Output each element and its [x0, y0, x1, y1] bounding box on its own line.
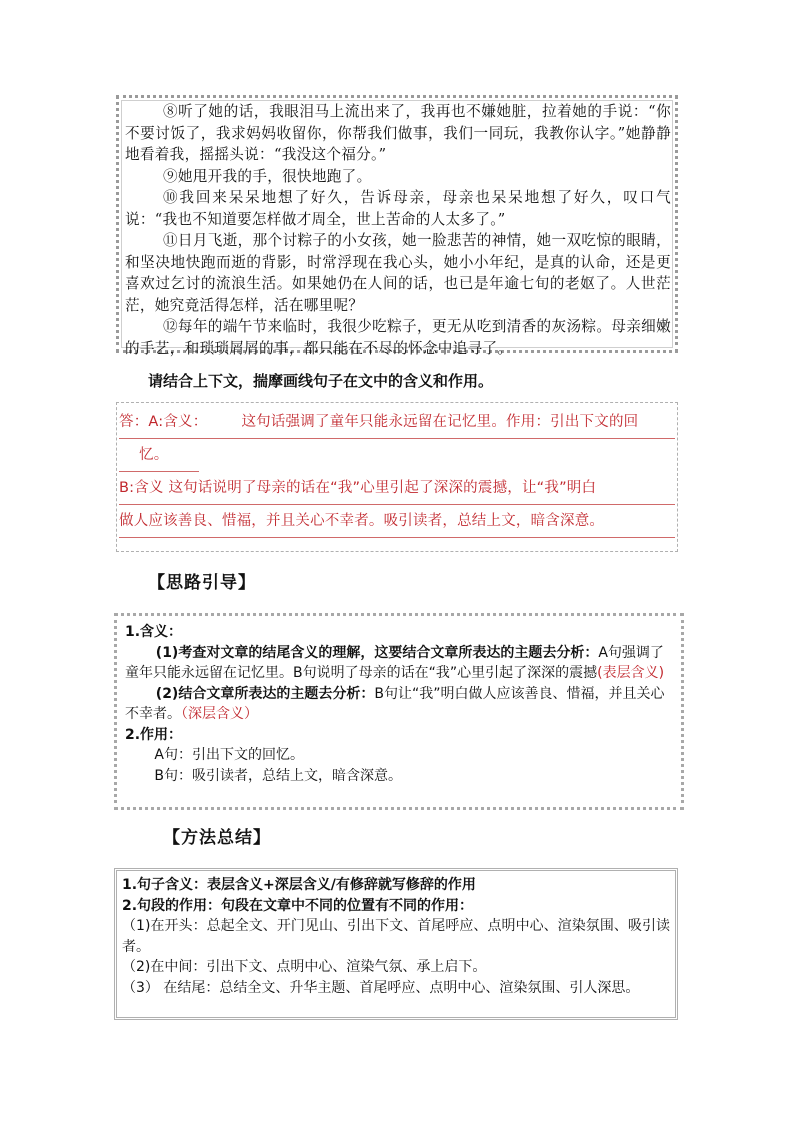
- passage-paragraph-9: ⑨她甩开我的手，很快地跑了。: [162, 167, 372, 185]
- guide-line-a: A句：引出下文的回忆。: [154, 747, 304, 763]
- method-line-4: （2)在中间：引出下文、点明中心、渲染气氛、承上启下。: [122, 959, 487, 975]
- passage-box: [116, 95, 678, 357]
- passage-paragraph-12: ⑫每年的端午节来临时，我很少吃粽子，更无从吃到清香的灰汤粽。母亲细嫩的手艺，和琐琐屑屑的事，都只能在不尽的怀念中追寻了。: [125, 318, 671, 357]
- method-line-5: （3） 在结尾：总结全文、升华主题、首尾呼应、点明中心、渲染氛围、引人深思。: [122, 979, 640, 996]
- guide-paragraph-1: (1)考查对文章的结尾含义的理解，这要结合文章所表达的主题去分析：A句强调了童年只能永远留在记忆里。B句说明了母亲的话在“我”心里引起了深深的震撼(表层含义): [125, 644, 665, 681]
- guide-item2-title: 2.作用：: [125, 726, 183, 743]
- answer-line-b1: B:含义 这句话说明了母亲的话在“我”心里引起了深深的震撼，让“我”明白: [119, 472, 675, 505]
- answer-line-a-cont: 忆。: [119, 439, 199, 472]
- answer-box: [116, 402, 678, 552]
- answer-a-label: 答：A:含义：: [119, 414, 208, 430]
- guide-line-b: B句：吸引读者，总结上文，暗含深意。: [154, 767, 402, 784]
- guide-heading: 【思路引导】: [148, 573, 256, 593]
- method-line-2: 2.句段的作用：句段在文章中不同的位置有不同的作用：: [122, 897, 474, 914]
- method-line-3: （1)在开头：总起全文、开门见山、引出下文、首尾呼应、点明中心、渲染氛围、吸引读者。: [122, 918, 670, 955]
- answer-line-a: [119, 406, 675, 439]
- guide-paragraph-2: (2)结合文章所表达的主题去分析：B句让“我”明白做人应该善良、惜福，并且关心不幸者。（深层含义）: [125, 685, 665, 722]
- passage-paragraph-10: ⑩我回来呆呆地想了好久，告诉母亲，母亲也呆呆地想了好久，叹口气说：“我也不知道要怎样做才周全，世上苦命的人太多了。”: [125, 189, 671, 228]
- method-box: [114, 868, 678, 1020]
- guide-item1-title: 1.含义：: [125, 624, 183, 640]
- passage-paragraph-8: ⑧听了她的话，我眼泪马上流出来了，我再也不嫌她脏，拉着她的手说：“你不要讨饭了，我求妈妈收留你，你帮我们做事，我们一同玩，我教你认字。”她静静地看着我，摇摇头说：“我没这个福分。”: [125, 103, 671, 163]
- passage-paragraph-11: ⑪日月飞逝，那个讨粽子的小女孩，她一脸悲苦的神情，她一双吃惊的眼睛，和坚决地快跑而逝的背影，时常浮现在我心头，她小小年纪，是真的认命，还是更喜欢过乞讨的流浪生活。如果她仍在人间的话，也已是年逾七旬的老妪了。人世茫茫，她究竟活得怎样，活在哪里呢？: [125, 232, 671, 314]
- passage-text: [125, 101, 671, 359]
- method-line-1: 1.句子含义：表层含义+深层含义/有修辞就写修辞的作用: [122, 877, 476, 893]
- question-prompt: 请结合上下文，揣摩画线句子在文中的含义和作用。: [148, 372, 494, 390]
- answer-a-text: 这句话强调了童年只能永远留在记忆里。作用：引出下文的回: [241, 414, 639, 430]
- answer-line-b2: 做人应该善良、惜福，并且关心不幸者。吸引读者，总结上文，暗含深意。: [119, 505, 675, 538]
- method-heading: 【方法总结】: [163, 828, 271, 848]
- guide-box: [114, 613, 684, 810]
